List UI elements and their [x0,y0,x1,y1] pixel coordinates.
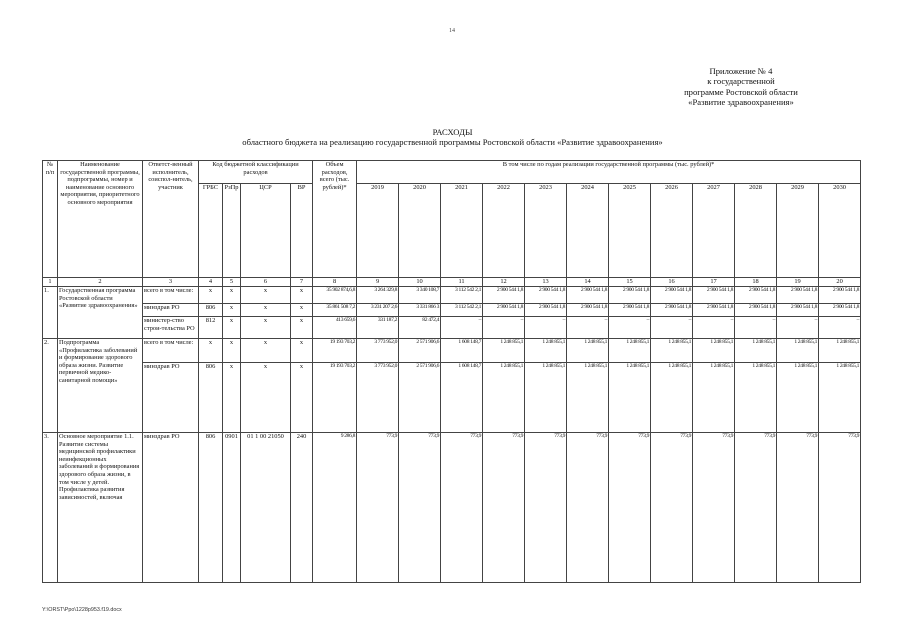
csr-cell: x [241,287,291,304]
year-value-cell: 1 248 855,1 [483,363,525,433]
year-value-cell: 2 900 544 1,8 [651,287,693,304]
year-value-cell: 1 248 855,1 [651,363,693,433]
year-value-cell: 1 248 855,1 [693,339,735,363]
year-value-cell: 2 900 544 1,8 [777,287,819,304]
year-value-cell: 1 248 855,1 [609,339,651,363]
table-row [43,339,861,363]
year-value-cell: 773,9 [651,433,693,583]
csr-cell: x [241,304,291,317]
year-value-cell: 2 900 544 1,8 [819,287,861,304]
year-value-cell: 773,9 [525,433,567,583]
year-value-cell: – [609,317,651,339]
header-grbs: ГРБС [199,184,223,278]
year-value-cell: 2 571 906,6 [399,339,441,363]
title-sub: областного бюджета на реализацию государственной программы Ростовской области «Развитие здравоохранения» [242,137,663,147]
header-year: 2024 [567,184,609,278]
year-value-cell: 2 900 544 1,8 [735,287,777,304]
vr-cell: x [291,317,313,339]
header-year: 2027 [693,184,735,278]
year-value-cell: 1 248 855,1 [777,363,819,433]
col-number: 10 [399,278,441,287]
header-csr: ЦСР [241,184,291,278]
executor-cell: минздрав РО [143,433,199,583]
year-value-cell: – [525,317,567,339]
grbs-cell: 806 [199,304,223,317]
header-years-group: В том числе по годам реализации государственной программы (тыс. рублей)* [357,161,861,184]
year-value-cell: – [483,317,525,339]
appendix-line-4: «Развитие здравоохранения» [688,96,794,107]
total-cell: 19 193 703,2 [313,339,357,363]
header-volume: Объем расходов, всего (тыс. рублей)* [313,161,357,278]
total-cell: 19 193 703,2 [313,363,357,433]
year-value-cell: 1 248 855,1 [567,363,609,433]
col-number: 19 [777,278,819,287]
year-value-cell: 2 900 544 1,8 [609,304,651,317]
year-value-cell: 2 900 544 1,8 [693,287,735,304]
col-number: 16 [651,278,693,287]
year-value-cell: 2 900 544 1,8 [693,304,735,317]
table-row [43,363,861,433]
col-number: 12 [483,278,525,287]
col-number: 3 [143,278,199,287]
col-number: 6 [241,278,291,287]
year-value-cell: – [651,317,693,339]
rzpr-cell: x [223,317,241,339]
column-number-row [43,278,861,287]
row-name: Государственная программа Ростовской области «Развитие здравоохранения» [58,287,143,339]
col-number: 13 [525,278,567,287]
year-value-cell: – [441,317,483,339]
header-year: 2028 [735,184,777,278]
header-year: 2026 [651,184,693,278]
row-number: 2. [43,339,58,433]
appendix-line-2: к государственной [707,76,775,87]
year-value-cell: 1 248 855,1 [819,363,861,433]
col-number: 5 [223,278,241,287]
year-value-cell: 773,9 [483,433,525,583]
year-value-cell: 1 248 855,1 [735,363,777,433]
rzpr-cell: x [223,287,241,304]
year-value-cell: 773,9 [819,433,861,583]
header-year: 2029 [777,184,819,278]
total-cell: 35 902 874,6,8 [313,287,357,304]
year-value-cell: 773,9 [399,433,441,583]
header-year: 2020 [399,184,441,278]
header-year: 2019 [357,184,399,278]
executor-cell: министер-ство строи-тельства РО [143,317,199,339]
csr-cell: x [241,317,291,339]
year-value-cell: 1 248 855,1 [525,339,567,363]
table-row [43,304,861,317]
col-number: 18 [735,278,777,287]
vr-cell: x [291,304,313,317]
year-value-cell: 3 112 542 2,1 [441,304,483,317]
year-value-cell: – [567,317,609,339]
appendix-header [641,66,841,107]
table-body [43,287,861,583]
vr-cell: x [291,287,313,304]
table-row [43,287,861,304]
year-value-cell: – [777,317,819,339]
header-vr: ВР [291,184,313,278]
col-number: 2 [58,278,143,287]
col-number: 17 [693,278,735,287]
year-value-cell: 3 231 207 2,6 [357,304,399,317]
total-cell: 35 861 508 7,2 [313,304,357,317]
vr-cell: 240 [291,433,313,583]
year-value-cell: – [693,317,735,339]
year-value-cell: 773,9 [609,433,651,583]
row-number: 3. [43,433,58,583]
year-value-cell: 1 248 855,1 [483,339,525,363]
col-number: 8 [313,278,357,287]
title-main: РАСХОДЫ [432,127,473,137]
rzpr-cell: 0901 [223,433,241,583]
year-value-cell: 773,9 [735,433,777,583]
header-code-group: Код бюджетной классификации расходов [199,161,313,184]
table-row [43,433,861,583]
col-number: 7 [291,278,313,287]
year-value-cell: 773,9 [777,433,819,583]
year-value-cell: 1 248 855,1 [693,363,735,433]
year-value-cell: 1 248 855,1 [567,339,609,363]
appendix-line-3: программе Ростовской области [684,86,798,97]
total-cell: 413 659,6 [313,317,357,339]
table-row [43,317,861,339]
header-executor: Ответст-венный исполнитель, соиспол-нитель, участник [143,161,199,278]
grbs-cell: x [199,287,223,304]
year-value-cell: 773,9 [693,433,735,583]
grbs-cell: x [199,339,223,363]
header-year: 2021 [441,184,483,278]
year-value-cell: 2 900 544 1,8 [567,287,609,304]
col-number: 4 [199,278,223,287]
year-value-cell: 2 900 544 1,8 [651,304,693,317]
year-value-cell: 1 248 855,1 [609,363,651,433]
grbs-cell: 812 [199,317,223,339]
year-value-cell: 331 187,2 [357,317,399,339]
header-year: 2030 [819,184,861,278]
row-name: Основное мероприятие 1.1. Развитие системы медицинской профилактики неинфекционных заболеваний и формирования здорового образа жизни, в том числе у детей. Профилактика развития зависимостей, включая [58,433,143,583]
total-cell: 9 286,8 [313,433,357,583]
header-num: № п/п [43,161,58,278]
row-name: Подпрограмма «Профилактика заболеваний и формирование здорового образа жизни. Развитие первичной медико-санитарной помощи» [58,339,143,433]
year-value-cell: 1 248 855,1 [525,363,567,433]
vr-cell: x [291,363,313,433]
year-value-cell: 2 900 544 1,8 [483,304,525,317]
year-value-cell: 1 248 855,1 [819,339,861,363]
year-value-cell: 3 773 952,0 [357,363,399,433]
col-number: 15 [609,278,651,287]
document-title [0,127,905,147]
col-number: 9 [357,278,399,287]
header-year: 2022 [483,184,525,278]
year-value-cell: 3 112 542 2,1 [441,287,483,304]
year-value-cell: 1 608 148,7 [441,363,483,433]
year-value-cell: 2 900 544 1,8 [483,287,525,304]
year-value-cell: 3 340 108,7 [399,287,441,304]
header-year: 2025 [609,184,651,278]
year-value-cell: 2 900 544 1,8 [609,287,651,304]
year-value-cell: 82 472,4 [399,317,441,339]
vr-cell: x [291,339,313,363]
year-value-cell: 2 900 544 1,8 [525,304,567,317]
csr-cell: 01 1 00 21050 [241,433,291,583]
rzpr-cell: x [223,339,241,363]
header-name: Наименование государственной программы, подпрограммы, номер и наименование основного мероприятия, приоритетного основного мероприятия [58,161,143,278]
col-number: 11 [441,278,483,287]
year-value-cell: 2 900 544 1,8 [567,304,609,317]
year-value-cell: 1 608 148,7 [441,339,483,363]
appendix-line-1: Приложение № 4 [709,66,773,76]
executor-cell: всего в том числе: [143,339,199,363]
year-value-cell: – [819,317,861,339]
budget-table [42,160,861,583]
year-value-cell: 3 264 329,8 [357,287,399,304]
grbs-cell: 806 [199,363,223,433]
year-value-cell: 3 773 952,0 [357,339,399,363]
year-value-cell: 2 571 906,6 [399,363,441,433]
year-value-cell: 3 331 866 3 [399,304,441,317]
year-value-cell: 1 248 855,1 [651,339,693,363]
year-value-cell: 773,9 [441,433,483,583]
year-value-cell: 2 900 544 1,8 [525,287,567,304]
header-rzpr: РзПр [223,184,241,278]
year-value-cell: 773,9 [567,433,609,583]
executor-cell: минздрав РО [143,363,199,433]
year-value-cell: 1 248 855,1 [735,339,777,363]
col-number: 1 [43,278,58,287]
col-number: 20 [819,278,861,287]
year-value-cell: 2 900 544 1,8 [777,304,819,317]
year-value-cell: – [735,317,777,339]
grbs-cell: 806 [199,433,223,583]
col-number: 14 [567,278,609,287]
csr-cell: x [241,363,291,433]
year-value-cell: 773,9 [357,433,399,583]
csr-cell: x [241,339,291,363]
year-value-cell: 1 248 855,1 [777,339,819,363]
year-value-cell: 2 900 544 1,8 [735,304,777,317]
header-year: 2023 [525,184,567,278]
rzpr-cell: x [223,363,241,433]
row-number: 1. [43,287,58,339]
page-number: 14 [449,28,455,34]
executor-cell: всего в том числе: [143,287,199,304]
file-path-footer: Y:\ORST\Ppo\1228p953.f19.docx [42,607,122,613]
rzpr-cell: x [223,304,241,317]
year-value-cell: 2 900 544 1,8 [819,304,861,317]
executor-cell: минздрав РО [143,304,199,317]
